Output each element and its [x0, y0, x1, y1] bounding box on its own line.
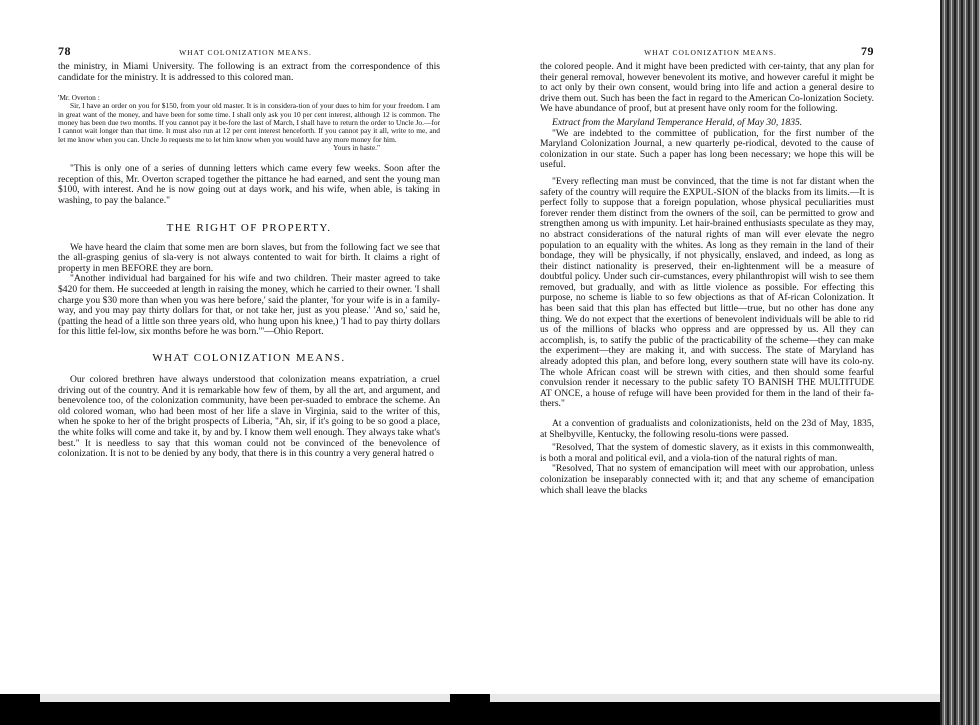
right-paragraph-2: "We are indebted to the committee of publication, for the first number of the Maryland Colonization Journal, a new quarterly pe-riodical, devoted to the cause of colonization in our state. Such a paper has long been necessary; we hope this will be useful. — [540, 127, 874, 171]
colonization-paragraph: Our colored brethren have always understood that colonization means expatriation, a cruel driving out of the country. And it is remarkable how few of them, by all the art, and argument, and benevolence too, of the colonization community, have been per-suaded to embrace the scheme. An old colored woman, who had been most of her life a slave in Virginia, said to the writer of this, when he spoke to her of the bright prospects of Liberia, "Ah, sir, if it's going to be so good a place, the white folks will come and take it, by and by. I know them well enough. They always take what's best." It is needless to say that this woman could not be convinced of the benevolence of colonization. It is not to be denied by any body, that there is in this country a very general hatred o — [58, 373, 440, 460]
right-page-number: 79 — [861, 44, 874, 58]
property-paragraph-1: We have heard the claim that some men are born slaves, but from the following fact we see that the all-grasping genius of sla-very is not always contented to wait for birth. It claims a right of property in men BEFORE they are born. — [58, 241, 440, 274]
left-page-bottom-edge — [40, 694, 450, 702]
left-running-head: WHAT COLONIZATION MEANS. — [179, 48, 312, 57]
left-intro-paragraph: the ministry, in Miami University. The following is an extract from the correspondence of this candidate for the ministry. It is addressed to this colored man. — [58, 61, 440, 83]
heading-what-colonization-means: WHAT COLONIZATION MEANS. — [152, 351, 346, 364]
heading-right-of-property: THE RIGHT OF PROPERTY. — [166, 221, 332, 234]
property-paragraph-2: "Another individual had bargained for his wife and two children. Their master agreed to take $420 for them. He succeeded at length in raising the money, which he carried to their owner. 'I shall charge you $30 more than when you was here before,' said the planter, 'for your wife is in a family-way, and you may pay thirty dollars for that, or not take her, just as you please.' 'And so,' said he, (patting the head of a little son three years old, who hung upon his knee,) 'I had to pay thirty dollars for this little fel-low, six months before he was born.'"—Ohio Report. — [58, 273, 440, 338]
right-paragraph-4: At a convention of gradualists and colonizationists, held on the 23d of May, 1835, at Shelbyville, Kentucky, the following resolu-tions were passed. — [540, 418, 874, 440]
right-paragraph-1: the colored people. And it might have been predicted with cer-tainty, that any plan for their general removal, however benevolent its motive, and however careful it might be to act only by their own consent, would bring into life and action a general desire to drive them out. Such has been the fact in regard to the American Co-lonization Society. We have abundance of proof, but at present have only room for the following. — [540, 61, 874, 115]
right-page-header — [540, 44, 874, 60]
resolution-1: "Resolved, That the system of domestic slavery, as it exists in this commonwealth, is both a moral and political evil, and a viola-tion of the natural rights of man. — [540, 442, 874, 464]
left-page-header — [58, 44, 440, 60]
right-page — [540, 44, 874, 496]
left-page-number: 78 — [58, 44, 71, 58]
extract-title: Extract from the Maryland Temperance Herald, of May 30, 1835. — [552, 116, 803, 128]
overton-letter — [58, 94, 440, 152]
letter-salutation: 'Mr. Overton : — [58, 93, 100, 103]
right-paragraph-3: "Every reflecting man must be convinced, that the time is not far distant when the safety of the country will require the EXPUL-SION of the blacks from its limits.—It is perfect folly to suppose that a foreign population, whose physical peculiarities must forever render them distinct from the owners of the soil, can be permitted to grow and strengthen among us with impunity. Let hair-brained enthusiasts speculate as they may, no abstract considerations of the natural rights of man will ever elevate the negro population to an equality with the whites. As long as they remain in the land of their bondage, they will be physically, if not physically, enslaved, and indeed, as long as their distinct nationality is preserved, their en-lightenment will be a measure of doubtful policy. Under such cir-cumstances, every philanthropist will wish to see them removed, but gradually, and with as little violence as possible. For effecting this purpose, no scheme is liable to so few objections as that of Af-rican Colonization. It has been said that this plan has effected but little—true, but no other has done any thing. We do not expect that the exertions of benevolent individuals will be able to rid us of the millions of blacks who oppress and are oppressed by us. All they can accomplish, is, to satify the public of the practicability of the scheme—they can make the experiment—they are making it, and with success. The state of Maryland has already adopted this plan, and before long, every southern state will have its colo-ny. The whole African coast will be strewn with cities, and then should some fearful convulsion render it necessary to the public safety TO BANISH THE MULTITUDE AT ONCE, a house of refuge will have been provided for them in the land of their fa-thers." — [540, 175, 874, 410]
resolution-2: "Resolved, That no system of emancipation will meet with our approbation, unless colonization be inseparably connected with it; and that any scheme of emancipation which shall leave the blacks — [540, 463, 874, 496]
letter-body: Sir, I have an order on you for $150, from your old master. It is in considera-tion of your dues to him for your freedom. I am in great want of the money, and have been for some time. I shall only ask you 10 per cent interest, although 12 is common. The money has been due two months. If you cannot pay it be-fore the last of March, I shall have to return the order to Uncle Jo.—for I cannot wait longer than that time. It must also run at 12 per cent interest henceforth. If you cannot pay it all, write to me, and let me know when you can. Uncle Jo requests me to let him know when you would have any more money for him. — [58, 101, 440, 144]
letter-signature: Yours in haste." — [333, 142, 380, 152]
right-page-bottom-edge — [490, 694, 960, 702]
book-edge-stripes — [940, 0, 980, 725]
dunning-paragraph: "This is only one of a series of dunning letters which came every few weeks. Soon after the reception of this, Mr. Overton scraped together the pittance he had earned, and sent the young man $100, with interest. And he is now going out at days work, and his wife, when able, is taking in washing, to pay the balance." — [58, 163, 440, 207]
right-running-head: WHAT COLONIZATION MEANS. — [644, 48, 777, 57]
left-page — [58, 44, 440, 460]
